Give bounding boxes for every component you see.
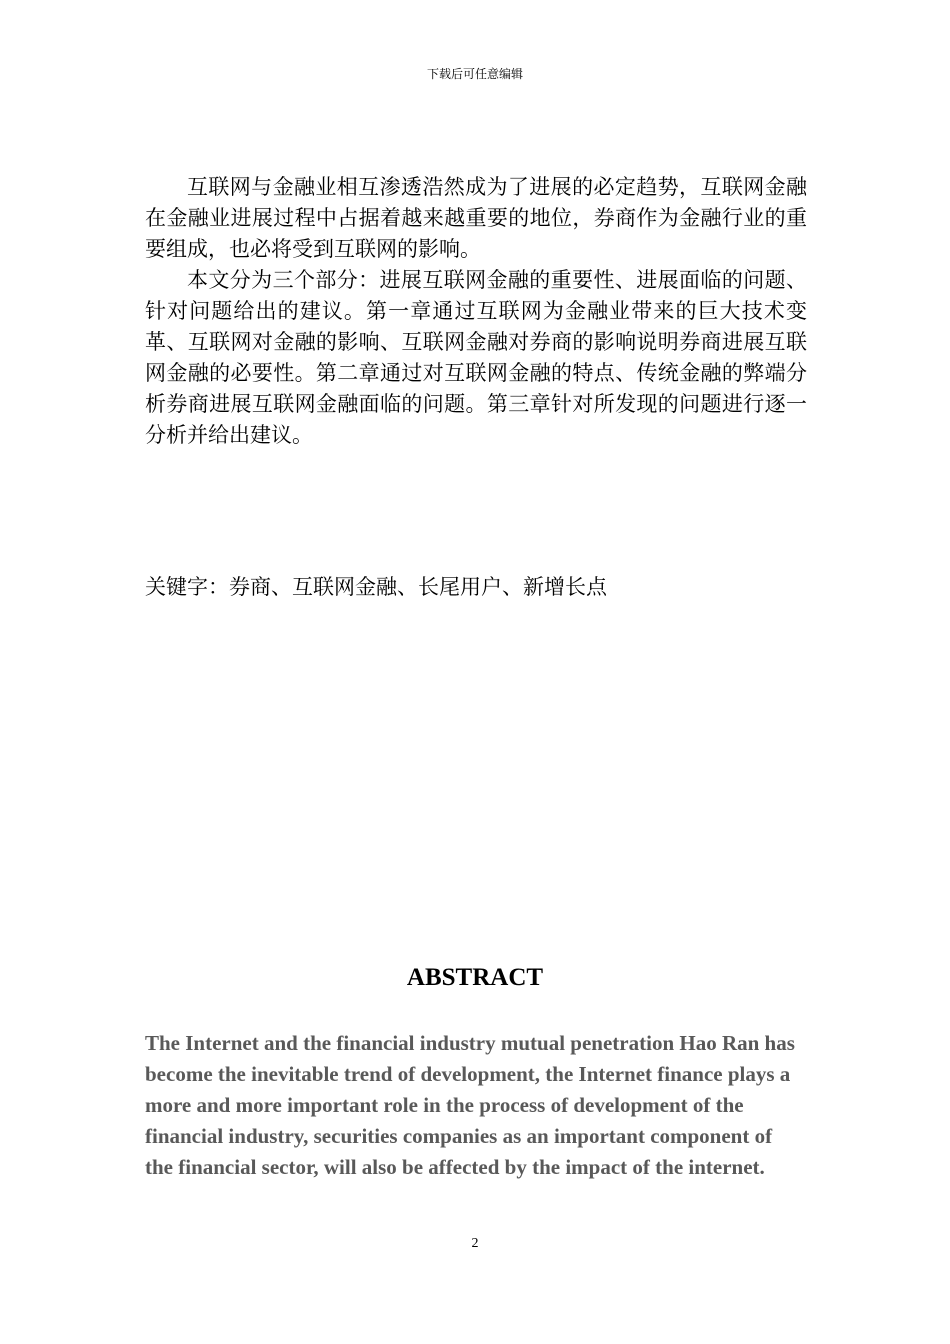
chinese-keywords: 关键字：券商、互联网金融、长尾用户、新增长点 — [145, 575, 607, 599]
chinese-abstract-paragraph-1: 互联网与金融业相互渗透浩然成为了进展的必定趋势，互联网金融在金融业进展过程中占据着越来越重要的地位，券商作为金融行业的重要组成，也必将受到互联网的影响。 — [145, 175, 807, 261]
english-abstract-paragraph: The Internet and the financial industry mutual penetration Hao Ran has become the inevitable trend of development, the Internet finance plays a more and more important role in the process of development of the financial industry, securities companies as an important component of the financial sector, will also be affected by the impact of the internet. — [145, 1031, 795, 1179]
english-abstract-title: ABSTRACT — [406, 964, 544, 991]
chinese-abstract — [145, 172, 807, 451]
page-number: 2 — [471, 1236, 479, 1251]
page-header-note: 下载后可任意编辑 — [426, 67, 523, 81]
chinese-abstract-paragraph-2: 本文分为三个部分：进展互联网金融的重要性、进展面临的问题、针对问题给出的建议。第一章通过互联网为金融业带来的巨大技术变革、互联网对金融的影响、互联网金融对券商的影响说明券商进展互联网金融的必要性。第二章通过对互联网金融的特点、传统金融的弊端分析券商进展互联网金融面临的问题。第三章针对所发现的问题进行逐一分析并给出建议。 — [145, 268, 807, 447]
